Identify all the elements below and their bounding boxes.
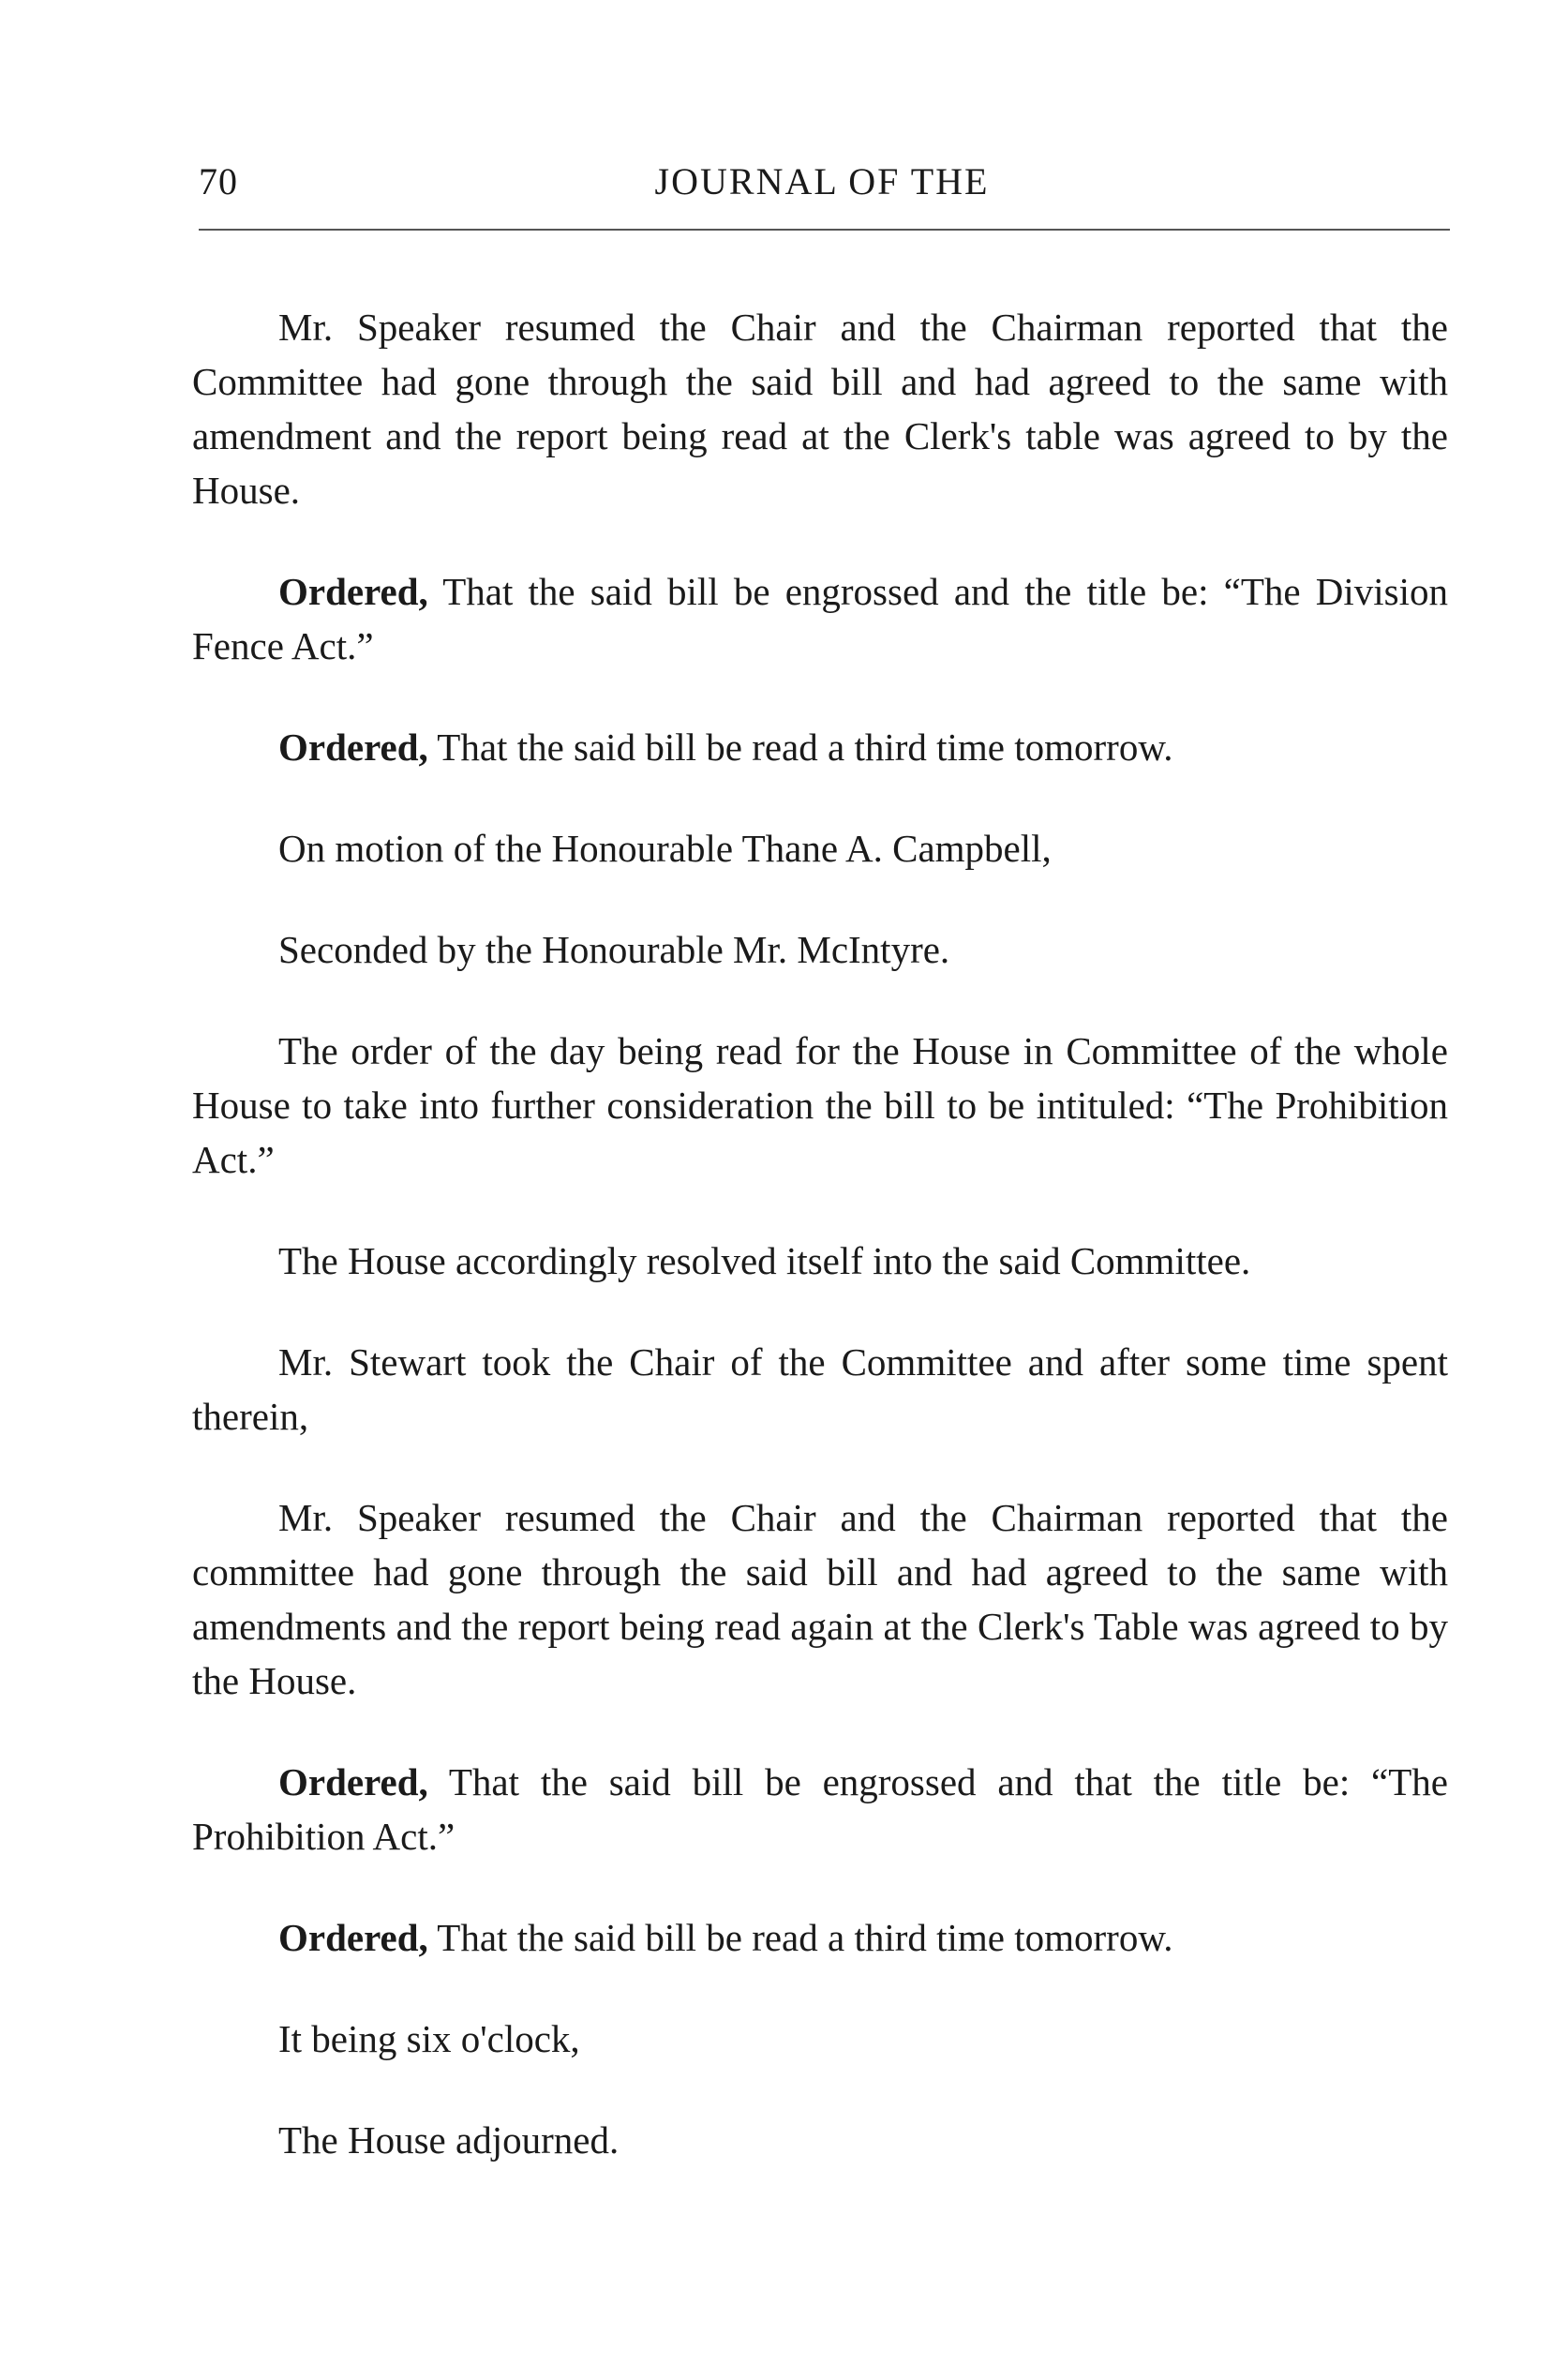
- ordered-lead: Ordered,: [278, 1916, 428, 1959]
- journal-title: JOURNAL OF THE: [654, 160, 990, 202]
- paragraph-text: That the said bill be read a third time tomorrow.: [427, 726, 1173, 769]
- paragraph-seconded: [192, 922, 1448, 977]
- paragraph-adjourned: [192, 2113, 1448, 2167]
- paragraph-text: That the said bill be read a third time tomorrow.: [427, 1916, 1173, 1959]
- paragraph-six-oclock: [192, 2012, 1448, 2066]
- running-head: [199, 159, 1445, 212]
- ordered-lead: Ordered,: [278, 1760, 428, 1803]
- paragraph-text: The order of the day being read for the House in Committee of the whole House to take into further consideration the bill to be intituled: “The Prohibition Act.”: [192, 1029, 1448, 1181]
- paragraph-text: The House adjourned.: [278, 2118, 620, 2162]
- paragraph-ordered-third-reading-2: [192, 1910, 1448, 1965]
- paragraph-ordered-third-reading-1: [192, 720, 1448, 774]
- paragraph-house-resolved: [192, 1234, 1448, 1288]
- paragraph-speaker-resumed-2: [192, 1490, 1448, 1708]
- paragraph-text: Mr. Speaker resumed the Chair and the Chairman reported that the Committee had gone through the said bill and had agreed to the same with amendment and the report being read at the Clerk's table was agreed to by the House.: [192, 306, 1448, 512]
- paragraph-speaker-resumed-1: [192, 300, 1448, 517]
- journal-body: [192, 300, 1448, 2214]
- paragraph-text: Seconded by the Honourable Mr. McIntyre.: [278, 928, 950, 971]
- header-rule: [199, 229, 1450, 231]
- ordered-lead: Ordered,: [278, 726, 428, 769]
- paragraph-text: It being six o'clock,: [278, 2017, 580, 2060]
- paragraph-text: Mr. Stewart took the Chair of the Committee and after some time spent therein,: [192, 1340, 1448, 1438]
- paragraph-on-motion: [192, 821, 1448, 875]
- page-number: 70: [199, 160, 238, 202]
- paragraph-stewart-chair: [192, 1335, 1448, 1444]
- paragraph-text: That the said bill be engrossed and that the title be: “The Prohibition Act.”: [192, 1760, 1448, 1858]
- paragraph-order-of-day: [192, 1024, 1448, 1187]
- ordered-lead: Ordered,: [278, 570, 428, 613]
- paragraph-text: The House accordingly resolved itself into the said Committee.: [278, 1239, 1251, 1282]
- paragraph-text: Mr. Speaker resumed the Chair and the Chairman reported that the committee had gone through the said bill and had agreed to the same with amendments and the report being read again at the Clerk's Table was agreed to by the House.: [192, 1496, 1448, 1702]
- paragraph-text: That the said bill be engrossed and the title be: “The Division Fence Act.”: [192, 570, 1448, 667]
- paragraph-ordered-engrossed-2: [192, 1755, 1448, 1863]
- paragraph-text: On motion of the Honourable Thane A. Campbell,: [278, 827, 1052, 870]
- paragraph-ordered-engrossed-1: [192, 564, 1448, 673]
